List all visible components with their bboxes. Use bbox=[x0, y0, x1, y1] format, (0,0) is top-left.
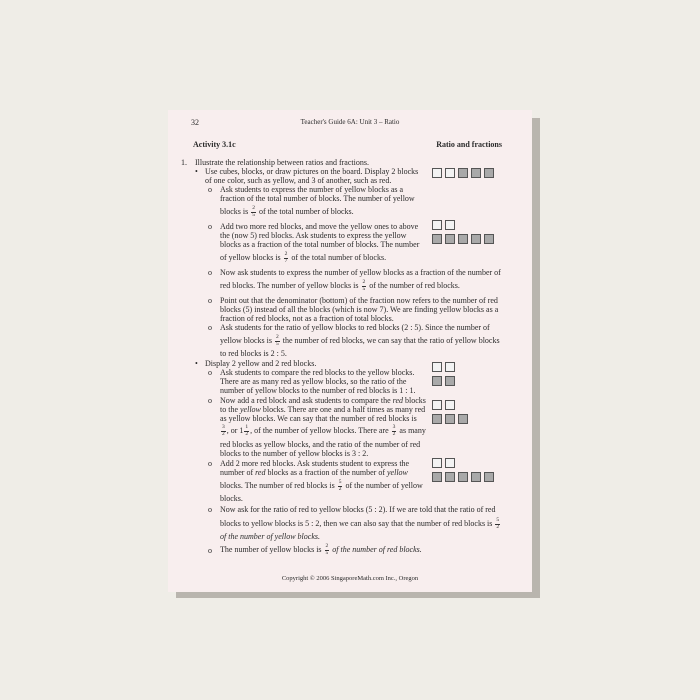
red-block bbox=[445, 472, 455, 482]
text-span: as many bbox=[399, 425, 426, 435]
sub-text: red blocks as yellow blocks, and the ratio of the number of red bbox=[220, 440, 421, 449]
fraction-denominator: 7 bbox=[284, 257, 288, 264]
sub-text-with-fraction bbox=[220, 252, 386, 264]
red-block bbox=[445, 234, 455, 244]
fraction-denominator: 5 bbox=[252, 211, 255, 218]
italic-span: yellow bbox=[387, 468, 408, 477]
page-number: 32 bbox=[191, 118, 199, 127]
sub-text: Add 2 more red blocks. Ask students student to express the bbox=[220, 459, 410, 468]
sub-text: Add two more red blocks, and move the yellow ones to above bbox=[220, 222, 419, 231]
yellow-block bbox=[445, 220, 455, 230]
fraction-denominator: 5 bbox=[325, 549, 329, 556]
sub-text: as yellow blocks. We can say that the number of red blocks is bbox=[220, 414, 417, 423]
fraction-numerator: 2 bbox=[252, 205, 255, 211]
text-span: of yellow blocks is bbox=[220, 252, 281, 262]
yellow-block bbox=[445, 168, 455, 178]
text-span: of the total number of blocks. bbox=[258, 206, 354, 216]
copyright-footer: Copyright © 2006 SingaporeMath.com Inc., Oregon bbox=[281, 575, 419, 582]
yellow-block bbox=[432, 362, 442, 372]
fraction-numerator: 2 bbox=[362, 279, 366, 285]
sub-text-with-fraction bbox=[220, 425, 426, 437]
sub-text: number of yellow blocks to the number of red blocks is 1 : 1. bbox=[220, 386, 416, 395]
yellow-block bbox=[432, 220, 442, 230]
running-head: Teacher's Guide 6A: Unit 3 – Ratio bbox=[300, 118, 400, 126]
text-span: blocks is bbox=[220, 206, 249, 216]
sub-text: blocks (5) instead of all the blocks (which is now 7). We are finding yellow blocks as a bbox=[220, 305, 499, 314]
red-block bbox=[484, 472, 494, 482]
fraction-numerator: 3 bbox=[392, 424, 396, 430]
yellow-block bbox=[445, 362, 455, 372]
yellow-block bbox=[445, 400, 455, 410]
sub-bullet-glyph: o bbox=[208, 396, 212, 405]
text-span: blocks as a fraction of the number of bbox=[267, 468, 385, 477]
italic-span: of the number of yellow blocks. bbox=[220, 532, 320, 541]
red-block bbox=[458, 168, 468, 178]
text-span: , of the number of yellow blocks. There are bbox=[250, 425, 389, 435]
red-block bbox=[471, 234, 481, 244]
sub-text: blocks as a fraction of the total number of blocks. The number bbox=[220, 240, 420, 249]
text-span: blocks to yellow blocks is 5 : 2, then we can also say that the number of red blocks is bbox=[220, 518, 493, 528]
red-block bbox=[445, 414, 455, 424]
yellow-block bbox=[432, 458, 442, 468]
text-span: red blocks. The number of yellow blocks is bbox=[220, 280, 359, 290]
sub-text: fraction of the total number of blocks. The number of yellow bbox=[220, 194, 415, 203]
bullet-glyph: • bbox=[195, 359, 198, 368]
fraction bbox=[221, 425, 226, 437]
text-span: of the number of yellow bbox=[345, 480, 423, 490]
fraction-numerator: 2 bbox=[325, 543, 329, 549]
sub-text bbox=[220, 468, 408, 478]
red-block bbox=[458, 472, 468, 482]
sub-text-with-fraction bbox=[220, 544, 422, 556]
fraction-numerator: 1 bbox=[245, 424, 249, 430]
text-span: Now add a red block and ask students to compare the bbox=[220, 396, 391, 405]
bullet-glyph: • bbox=[195, 167, 198, 176]
red-block bbox=[484, 168, 494, 178]
sub-text-with-fraction bbox=[220, 518, 501, 530]
text-span: blocks bbox=[405, 396, 426, 405]
sub-text: fraction of red blocks, not as a fraction of total blocks. bbox=[220, 314, 394, 323]
sub-text: to red blocks is 2 : 5. bbox=[220, 349, 287, 358]
fraction bbox=[325, 544, 330, 556]
fraction-denominator: 2 bbox=[338, 485, 342, 492]
red-block bbox=[432, 414, 442, 424]
fraction-denominator: 2 bbox=[392, 430, 396, 437]
sub-bullet-glyph: o bbox=[208, 296, 212, 305]
fraction bbox=[338, 480, 343, 492]
fraction-numerator: 2 bbox=[276, 334, 279, 340]
sub-bullet-glyph: o bbox=[208, 546, 212, 555]
fraction-numerator: 2 bbox=[284, 251, 288, 257]
sub-bullet-glyph: o bbox=[208, 459, 212, 468]
fraction bbox=[251, 206, 256, 218]
text-span: number of bbox=[220, 468, 254, 477]
bullet-text: of one color, such as yellow, and 3 of another, such as red. bbox=[205, 176, 392, 185]
italic-span: yellow bbox=[240, 405, 261, 414]
italic-span: red bbox=[255, 468, 266, 477]
sub-bullet-glyph: o bbox=[208, 268, 212, 277]
sub-text: Ask students for the ratio of yellow blocks to red blocks (2 : 5). Since the number of bbox=[220, 323, 490, 332]
fraction-numerator: 5 bbox=[496, 517, 500, 523]
text-span: blocks. There are one and a half times as many red bbox=[262, 405, 426, 414]
sub-text: blocks to the number of yellow blocks is 3 : 2. bbox=[220, 449, 369, 458]
red-block bbox=[471, 168, 481, 178]
sub-text-with-fraction bbox=[220, 206, 354, 218]
sub-text: blocks. bbox=[220, 494, 243, 503]
text-span: of the number of red blocks. bbox=[369, 280, 460, 290]
text-span: yellow blocks is bbox=[220, 335, 272, 345]
item-number: 1. bbox=[181, 158, 187, 167]
sub-text: Ask students to express the number of yellow blocks as a bbox=[220, 185, 404, 194]
red-block bbox=[471, 472, 481, 482]
sub-bullet-glyph: o bbox=[208, 368, 212, 377]
sub-text: the (now 5) red blocks. Ask students to express the yellow bbox=[220, 231, 407, 240]
fraction bbox=[244, 425, 249, 437]
italic-span: red bbox=[392, 396, 403, 405]
fraction-denominator: 2 bbox=[245, 430, 249, 437]
fraction bbox=[495, 518, 500, 530]
red-block bbox=[484, 234, 494, 244]
red-block bbox=[445, 376, 455, 386]
bullet-text: Display 2 yellow and 2 red blocks. bbox=[205, 359, 317, 368]
red-block bbox=[458, 234, 468, 244]
fraction bbox=[275, 335, 280, 347]
document-page bbox=[168, 110, 532, 592]
text-span: the number of red blocks, we can say that the ratio of yellow blocks bbox=[282, 335, 500, 345]
text-span: , or 1 bbox=[226, 425, 244, 435]
sub-text-with-fraction bbox=[220, 480, 423, 492]
sub-text-with-fraction bbox=[220, 335, 500, 347]
fraction-denominator: 5 bbox=[276, 340, 279, 347]
bullet-text: Use cubes, blocks, or draw pictures on the board. Display 2 blocks bbox=[205, 167, 419, 176]
red-block bbox=[432, 234, 442, 244]
red-block bbox=[432, 472, 442, 482]
red-block bbox=[432, 376, 442, 386]
fraction-denominator: 5 bbox=[362, 285, 366, 292]
sub-text: Now ask for the ratio of red to yellow blocks (5 : 2). If we are told that the ratio of red bbox=[220, 505, 496, 514]
sub-bullet-glyph: o bbox=[208, 323, 212, 332]
fraction-numerator: 3 bbox=[222, 424, 225, 430]
sub-bullet-glyph: o bbox=[208, 222, 212, 231]
yellow-block bbox=[432, 400, 442, 410]
text-span: of the total number of blocks. bbox=[291, 252, 387, 262]
sub-text bbox=[220, 532, 320, 542]
italic-span: of the number of red blocks. bbox=[332, 544, 422, 554]
sub-text: There are as many red as yellow blocks, so the ratio of the bbox=[220, 377, 407, 386]
sub-bullet-glyph: o bbox=[208, 185, 212, 194]
text-span: blocks. The number of red blocks is bbox=[220, 480, 335, 490]
item-text: Illustrate the relationship between ratios and fractions. bbox=[195, 158, 369, 167]
red-block bbox=[458, 414, 468, 424]
activity-label: Activity 3.1c bbox=[193, 140, 236, 149]
fraction bbox=[284, 252, 289, 264]
yellow-block bbox=[445, 458, 455, 468]
text-span: The number of yellow blocks is bbox=[220, 544, 322, 554]
text-span: to the bbox=[220, 405, 238, 414]
sub-text: Now ask students to express the number of yellow blocks as a fraction of the number of bbox=[220, 268, 501, 277]
section-title: Ratio and fractions bbox=[436, 140, 502, 149]
sub-text-with-fraction bbox=[220, 280, 460, 292]
sub-text: Point out that the denominator (bottom) of the fraction now refers to the number of red bbox=[220, 296, 498, 305]
sub-text: Ask students to compare the red blocks to the yellow blocks. bbox=[220, 368, 415, 377]
fraction-denominator: 2 bbox=[222, 430, 225, 437]
fraction-denominator: 2 bbox=[496, 523, 500, 530]
fraction bbox=[362, 280, 367, 292]
yellow-block bbox=[432, 168, 442, 178]
fraction bbox=[392, 425, 397, 437]
fraction-numerator: 5 bbox=[338, 479, 342, 485]
sub-bullet-glyph: o bbox=[208, 505, 212, 514]
